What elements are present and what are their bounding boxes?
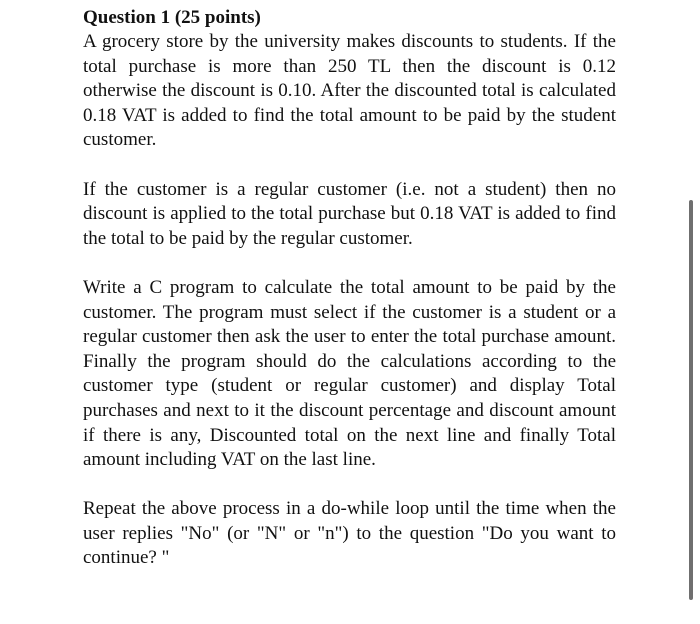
paragraph-gap bbox=[83, 153, 616, 178]
question-title: Question 1 (25 points) bbox=[83, 7, 261, 28]
paragraph-regular-customer: If the customer is a regular customer (i.e. not a student) then no discount is applied to the total purchase but 0.18 VAT is added to find the total to be paid by the regular customer. bbox=[83, 178, 616, 249]
paragraph-gap bbox=[83, 251, 616, 276]
paragraph-student-discount: A grocery store by the university makes discounts to students. If the total purchase is more than 250 TL then the discount is 0.12 otherwise the discount is 0.10. After the discounted total is calculated 0.18 VAT is added to find the total amount to be paid by the student customer. bbox=[83, 31, 616, 151]
question-document bbox=[83, 6, 616, 571]
vertical-scrollbar[interactable] bbox=[689, 200, 693, 600]
paragraph-do-while-loop: Repeat the above process in a do-while loop until the time when the user replies "No" (or "N" or "n") to the question "Do you want to continue? " bbox=[83, 498, 616, 569]
paragraph-program-task: Write a C program to calculate the total amount to be paid by the customer. The program must select if the customer is a student or a regular customer then ask the user to enter the total purchase amount. Finally the program should do the calculations according to the customer type (student or regular customer) and display Total purchases and next to it the discount percentage and discount amount if there is any, Discounted total on the next line and finally Total amount including VAT on the last line. bbox=[83, 276, 616, 471]
paragraph-gap bbox=[83, 473, 616, 498]
